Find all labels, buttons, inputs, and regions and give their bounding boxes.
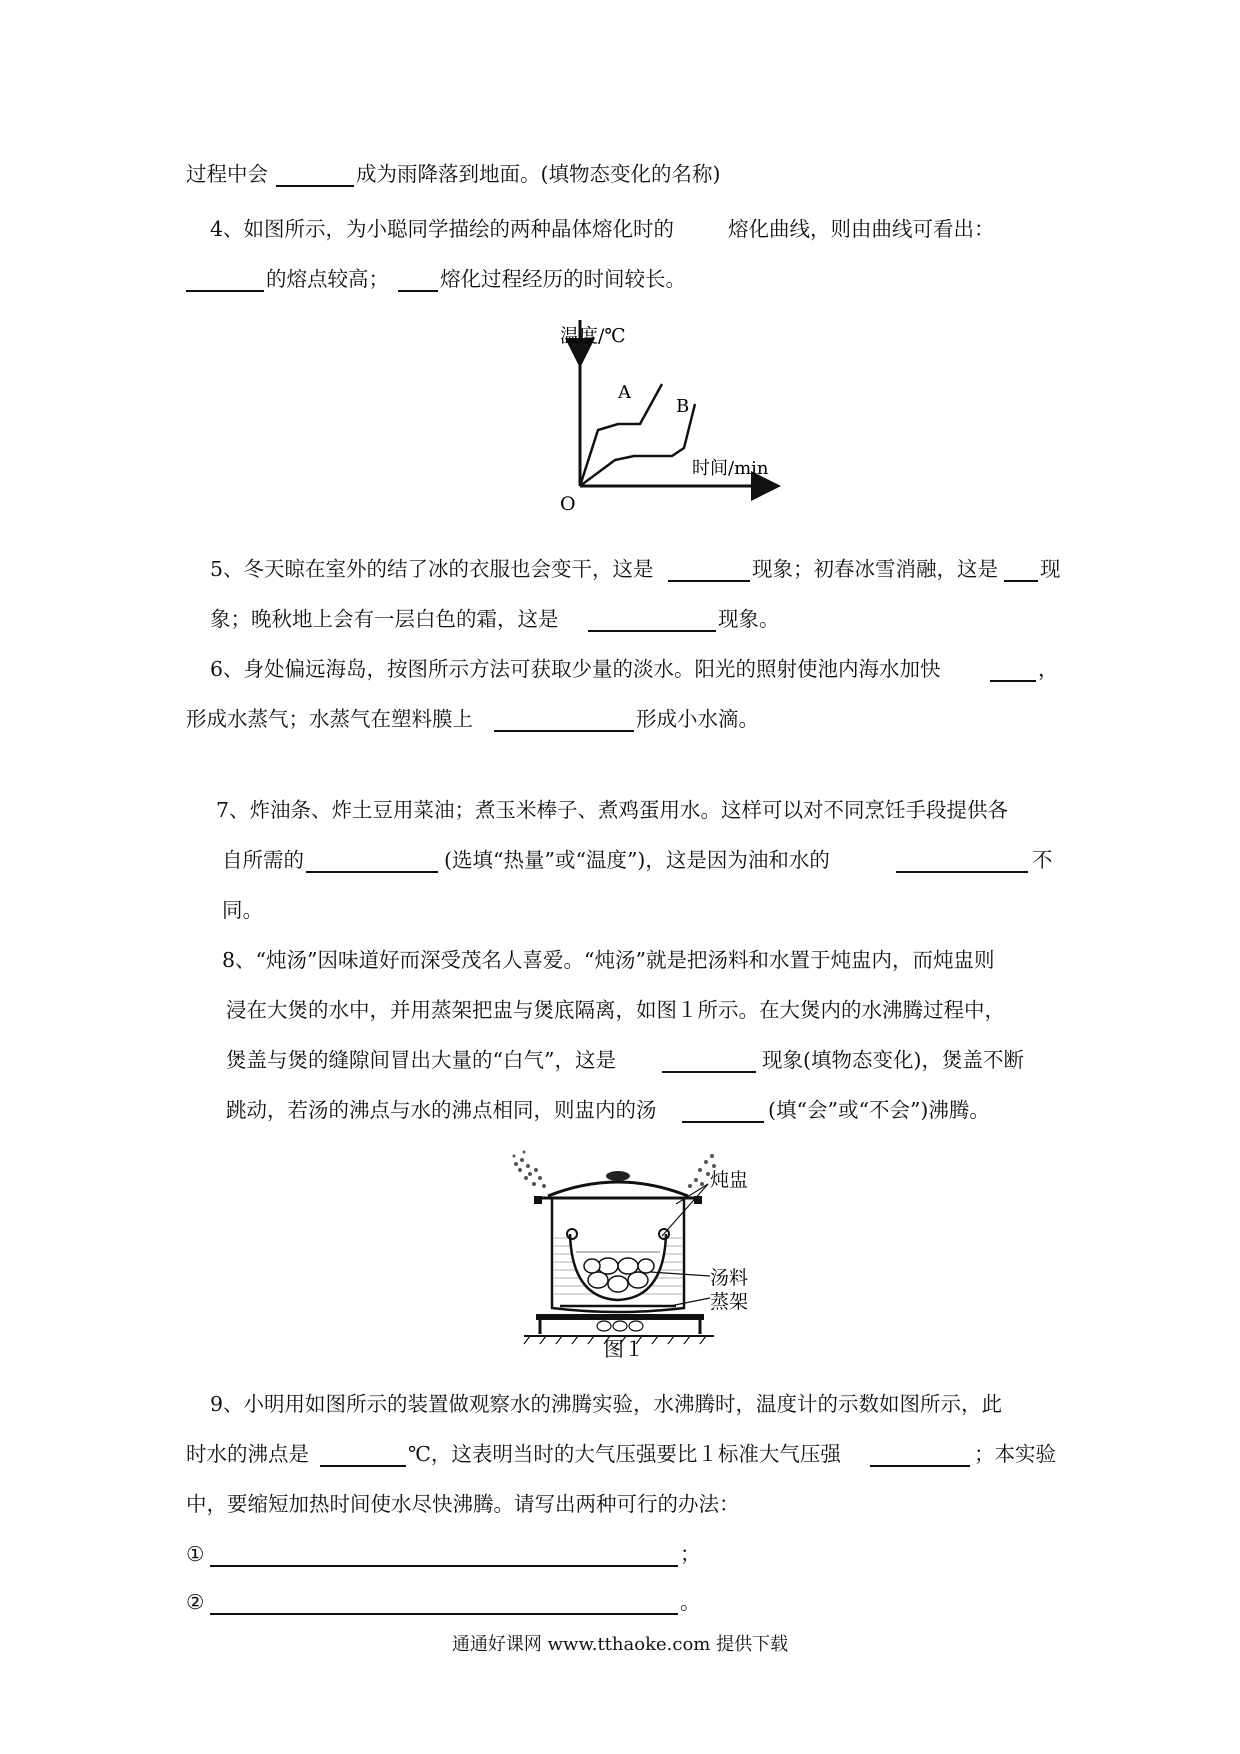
label-ingredients: 汤料 xyxy=(710,1267,749,1289)
curve-a-label: A xyxy=(618,382,631,403)
text-segment: 现象；初春冰雪消融，这是 xyxy=(752,557,998,581)
text-segment: 跳动，若汤的沸点与水的沸点相同，则盅内的汤 xyxy=(226,1098,657,1122)
label-pot: 炖盅 xyxy=(710,1169,749,1191)
answer-blank[interactable] xyxy=(320,1443,406,1467)
text-segment: 6、身处偏远海岛，按图所示方法可获取少量的淡水。阳光的照射使池内海水加快 xyxy=(210,657,941,681)
text-segment: 现 xyxy=(1040,557,1061,581)
answer-blank[interactable] xyxy=(588,608,716,632)
origin-label: O xyxy=(560,493,576,515)
answer-blank[interactable] xyxy=(276,163,354,187)
stove-top xyxy=(536,1314,704,1320)
text-segment: (选填“热量”或“温度”)，这是因为油和水的 xyxy=(444,848,830,872)
flame-icon xyxy=(597,1321,643,1331)
text-segment: ① xyxy=(186,1542,205,1566)
x-axis-label: 时间/min xyxy=(692,458,769,479)
text-segment: 5、冬天晾在室外的结了冰的衣服也会变干，这是 xyxy=(210,557,654,581)
answer-blank[interactable] xyxy=(398,268,438,292)
text-segment: 象；晚秋地上会有一层白色的霜，这是 xyxy=(210,607,559,631)
text-segment: 成为雨降落到地面。(填物态变化的名称) xyxy=(356,162,721,186)
answer-blank[interactable] xyxy=(870,1443,970,1467)
text-segment: 9、小明用如图所示的装置做观察水的沸腾实验，水沸腾时，温度计的示数如图所示，此 xyxy=(210,1392,1003,1416)
text-segment: 浸在大煲的水中，并用蒸架把盅与煲底隔离，如图１所示。在大煲内的水沸腾过程中， xyxy=(226,998,1005,1022)
label-rack: 蒸架 xyxy=(710,1291,749,1313)
text-segment: 熔化过程经历的时间较长。 xyxy=(440,267,686,291)
text-segment: 8、“炖汤”因味道好而深受茂名人喜爱。“炖汤”就是把汤料和水置于炖盅内，而炖盅则 xyxy=(222,948,995,972)
text-segment: ； xyxy=(680,1542,701,1566)
answer-blank[interactable] xyxy=(186,268,264,292)
figure-caption: 图１ xyxy=(604,1337,644,1358)
y-axis-label: 温度/℃ xyxy=(560,325,626,347)
text-segment: 熔化曲线，则由曲线可看出： xyxy=(728,217,995,241)
text-segment: 中，要缩短加热时间使水尽快沸腾。请写出两种可行的办法： xyxy=(186,1492,740,1516)
answer-blank[interactable] xyxy=(662,1049,756,1073)
text-segment: (填“会”或“不会”)沸腾。 xyxy=(768,1098,990,1122)
text-segment: 不 xyxy=(1032,848,1053,872)
answer-blank[interactable] xyxy=(682,1099,764,1123)
text-segment: 4、如图所示，为小聪同学描绘的两种晶体熔化时的 xyxy=(210,217,675,241)
answer-blank[interactable] xyxy=(210,1543,678,1567)
page-footer: 通通好课网 www.tthaoke.com 提供下载 xyxy=(451,1634,789,1655)
text-segment: 形成小水滴。 xyxy=(636,707,759,731)
text-segment: 自所需的 xyxy=(222,848,304,872)
text-segment: ℃，这表明当时的大气压强要比１标准大气压强 xyxy=(408,1442,841,1466)
text-segment: 过程中会 xyxy=(186,162,268,186)
text-segment: ， xyxy=(1038,657,1059,681)
answer-blank[interactable] xyxy=(990,658,1036,682)
pot-lid xyxy=(548,1182,688,1196)
answer-blank[interactable] xyxy=(494,708,634,732)
text-segment: 煲盖与煲的缝隙间冒出大量的“白气”，这是 xyxy=(226,1048,616,1072)
text-segment: 现象(填物态变化)，煲盖不断 xyxy=(762,1048,1024,1072)
text-segment: ② xyxy=(186,1590,205,1614)
answer-blank[interactable] xyxy=(306,849,438,873)
text-segment: 。 xyxy=(680,1590,701,1614)
answer-blank[interactable] xyxy=(896,849,1028,873)
melting-curve-figure xyxy=(550,320,790,520)
text-segment: ；本实验 xyxy=(974,1442,1056,1466)
text-segment: 时水的沸点是 xyxy=(186,1442,309,1466)
lid-knob xyxy=(606,1171,630,1181)
text-segment: 形成水蒸气；水蒸气在塑料膜上 xyxy=(186,707,473,731)
answer-blank[interactable] xyxy=(210,1591,678,1615)
stew-pot-figure xyxy=(500,1148,760,1358)
text-segment: 7、炸油条、炸土豆用菜油；煮玉米棒子、煮鸡蛋用水。这样可以对不同烹饪手段提供各 xyxy=(216,798,1009,822)
answer-blank[interactable] xyxy=(668,558,750,582)
text-segment: 的熔点较高； xyxy=(266,267,389,291)
text-segment: 同。 xyxy=(222,898,263,922)
answer-blank[interactable] xyxy=(1004,558,1038,582)
text-segment: 现象。 xyxy=(718,607,780,631)
curve-b-label: B xyxy=(676,396,690,417)
